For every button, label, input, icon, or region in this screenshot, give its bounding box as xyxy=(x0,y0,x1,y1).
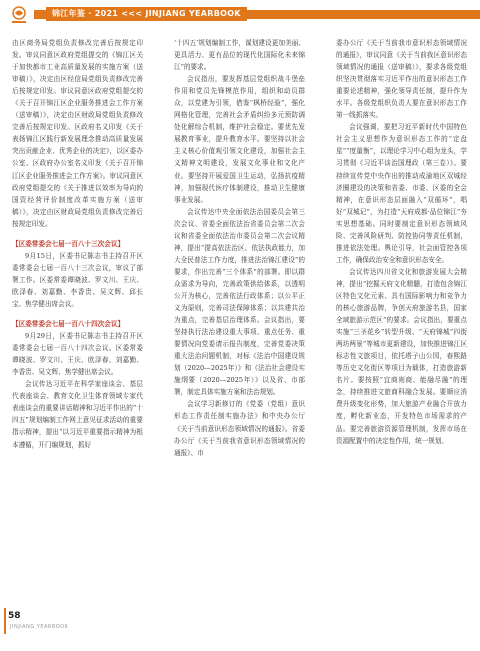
body-paragraph: 会议传达中央全面依法治国委员会第三次会议、省委全面依法治省委员会第二次会议和省委全面依法治市委员会第二次会议精神，提出“提高依法治区、依法执政能力，加大全民普法工作力度，推进法治锦江建设”的要求，作出完善“三个体系”的部署。即以群众需求为导向，完善政策供给体系，以透明公开为核心，完善依法行政体系；以公平正义为原则，完善司法保障体系；以共建共治为重点，完善基层治理体系。会议指出，要坚持执行法治建设重大事项、重点任务、重要情况向党委请示报告制度，完善党委决策重大法治问题机制，对标《法治中国建设规划（2020—2025年）》和《法治社会建设实施纲要（2020—2025年）》以及省、市部署，制定具体实施方案和法治规划。 xyxy=(174,207,305,397)
footer-accent-bar xyxy=(4,608,6,634)
footer-caption: JINJIANG YEARBOOK xyxy=(10,624,69,630)
body-paragraph: 会议指出，要发挥基层党组织战斗堡垒作用和党员先锋模范作用，组织和动员群众，以党建为引领，借鉴“枫桥经验”，强化网格化管理，完善社会矛盾纠纷多元预防调处化解综合机制，维护社会稳定。要优先发展教育事业，提升教育水平。要坚持以社会主义核心价值观引领文化建设，加强社会主义精神文明建设，发展文化事业和文化产业。要坚持开展爱国卫生运动，弘扬抗疫精神，加强现代医疗体制建设，推动卫生健康事业发展。 xyxy=(174,75,305,204)
yearbook-logo-icon xyxy=(9,5,29,25)
header-title: 锦江年鉴 · 2021 <<< JINJIANG YEARBOOK xyxy=(46,7,247,21)
body-paragraph: 由区商务局党组负责修改完善后按规定印发。审议同意区政府党组提交的《锦江区关于加快都市工业高质量发展的实施方案（送审稿）》，决定由区经信局党组负责修改完善后按规定印发。审议同意区政府党组提交的《关于召开锦江区企业服务推进会工作方案（送审稿）》，决定由区财政局党组负责修改完善后按规定印发。区政府名义印发《关于表扬锦江区践行新发展理念推动高质量发展突出贡献企业、优秀企业的决定》，以区委办公室、区政府办公室名义印发《关于召开锦江区企业服务推进会工作方案》。审议同意区政府党组提交的《关于推进以效率为导向的国资经营评价制度改革实施方案（送审稿）》，决定由区财政局党组负责修改完善后按规定印发。 xyxy=(12,39,143,228)
page-header xyxy=(0,0,480,30)
text-column-middle xyxy=(174,37,305,459)
section-heading: 【区委常委会七届一百八十三次会议】 xyxy=(12,239,125,248)
text-column-left xyxy=(12,37,143,451)
body-paragraph: 委办公厅《关于当前我市意识形态领域情况的通报》，审议同意《关于当前我区意识形态领域情况的通报（送审稿）》，要求各级党组织坚决贯彻落实习近平作出的意识形态工作重要论述精神，强化领导责任制，提升作为水平。各级党组织负责人要在意识形态工作第一线抓落实。 xyxy=(336,39,467,120)
body-paragraph: 会议强调，要把习近平新时代中国特色社会主义思想作为意识形态工作的“定盘星”“度量衡”，以理论学习中心组为龙头，学习贯彻《习近平谈治国理政（第三卷）》。要持续宣传党中央作出的推动成渝地区双城经济圈建设的决策和省委、市委、区委的全会精神，在意识形态层面融入“双循环”，唱好“双城记”，为打造“天府成都·品位锦江”夯实思想基础。同时要制定意识形态领域风险、完善风险研判、防控协同等责任机制，推进依法处理。舆论引导，社会面管控各项工作，确保政治安全和意识形态安全。 xyxy=(336,123,467,264)
page-number: 58 xyxy=(8,611,21,621)
body-paragraph: ‘十四五’规划编制工作，谋划建设更加美丽、更具活力、更有品位的现代化国际化未来锦江”的要求。 xyxy=(174,39,305,72)
text-column-right xyxy=(336,37,467,447)
body-paragraph: 会议传达习近平在科学家座谈会、基层代表座谈会、教育文化卫生体育领域专家代表座谈会的重要讲话精神和习近平作出的“十四五”规划编制工作网上意见征求活动的重要指示精神，提出“以习近平重要指示精神为根本遵循，开门编规划，抓好 xyxy=(12,380,143,449)
body-paragraph: 会议传达四川省文化和旅游发展大会精神，提出“挖掘天府文化精髓，打造包含锦江区特色文化元素、具有国际影响力和竞争力的核心旅游品牌，争创天府旅游名县，国家全域旅游示范区”的要求。会议指出，要重点实施“三圣花乡”转型升级、“天府锦城”四街两坊两景”等城市更新建设，加快推进锦江区标志性文旅项目，依托塔子山公园，春熙路等历史文化街区等项目为载体，打造旅游新名片。要按照“宜商则商、能融尽融”的理念，持续推进文旅商科融合发展。要顺应消费升级变化形势，加大旅游产业融合开放力度，孵化新业态，开发特色市场需求的产品。要完善旅游资源管理机制，发挥市场在资源配置中的决定性作用，统一规划、 xyxy=(336,267,467,445)
body-paragraph: 9月15日，区委书记陈志书主持召开区委常委会七届一百八十三次会议，审议了部署工作。区委常委谭晓波、罗文川、王庆、欧泽春、刘嘉勤、李香贵、吴文辉、邱长宝、焦学健出席会议。 xyxy=(12,251,143,308)
body-paragraph: 会议学习新修订的《党委（党组）意识形态工作责任制实施办法》和中央办公厅《关于当前意识形态领域情况的通报》。省委办公厅《关于当前我省意识形态领域情况的通报》、市 xyxy=(174,400,305,457)
section-heading: 【区委常委会七届一百八十四次会议】 xyxy=(12,320,125,329)
body-paragraph: 9月29日，区委书记陈志书主持召开区委常委会七届一百八十四次会议。区委常委谭晓波、罗文川、王庆、欧泽春、刘嘉勤、李香贵、吴文辉、焦学健出席会议。 xyxy=(12,332,143,377)
